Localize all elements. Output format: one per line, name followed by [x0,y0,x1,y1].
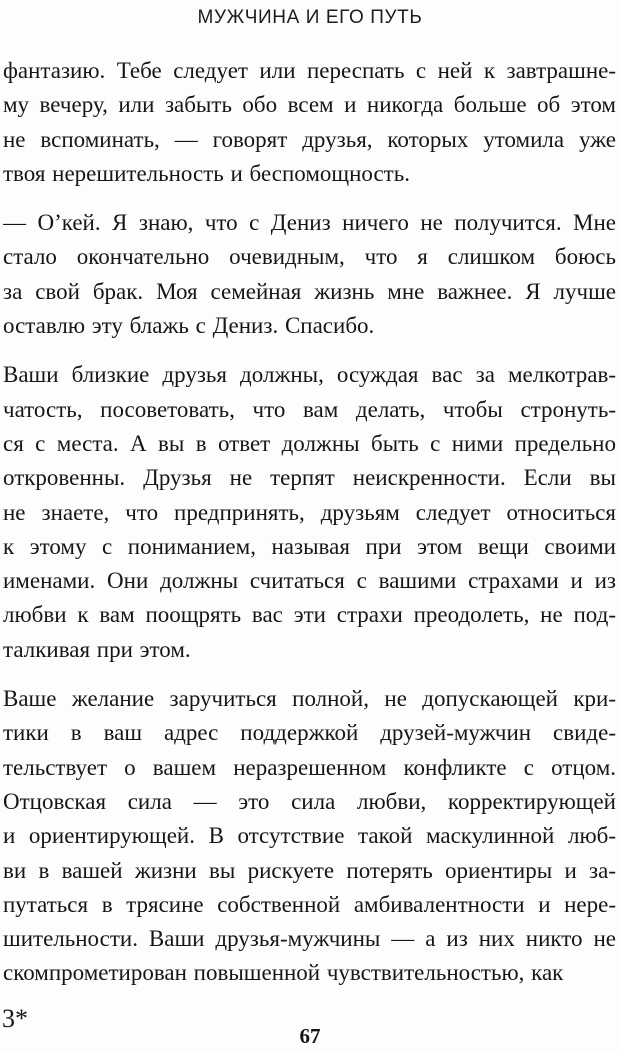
text-line: тики в ваш адрес поддержкой друзей-мужчин свиде- [3,720,616,746]
text-line: за свой брак. Моя семейная жизнь мне важнее. Я лучше [3,278,616,304]
text-line: именами. Они должны считаться с вашими страхами и из [3,568,616,594]
running-header-title: МУЖЧИНА И ЕГО ПУТЬ [197,7,423,28]
text-line: — О’кей. Я знаю, что с Дениз ничего не получится. Мне [3,210,616,236]
text-line: путаться в трясине собственной амбивалентности и нере- [3,891,616,917]
text-line: и ориентирующей. В отсутствие такой маскулинной люб- [3,823,616,849]
text-line: Ваше желание заручиться полной, не допускающей кри- [3,686,616,712]
text-line: тельствует о вашем неразрешенном конфликте с отцом. [3,754,616,780]
paragraph-3 [3,358,616,667]
text-line: твоя нерешительность и беспомощность. [3,160,410,186]
text-line: откровенны. Друзья не терпят неискренности. Если вы [3,465,616,491]
text-line: шительности. Ваши друзья-мужчины — а из них никто не [3,926,616,952]
page-number: 67 [299,1024,321,1048]
text-line: ся с места. А вы в ответ должны быть с ними предельно [3,430,616,456]
text-line: фантазию. Тебе следует или переспать с ней к завтрашне- [3,58,616,83]
text-line: не вспоминать, — говорят друзья, которых утомила уже [3,126,616,152]
text-line: Отцовская сила — это сила любви, корректирующей [3,788,616,814]
signature-mark: 3* [2,1004,28,1033]
text-line: оставлю эту блажь с Дениз. Спасибо. [3,313,375,339]
paragraph-1 [3,54,616,191]
text-line: му вечеру, или забыть обо всем и никогда больше об этом [3,92,616,118]
text-line: не знаете, что предпринять, друзьям следует относиться [3,499,616,525]
paragraph-4 [3,682,616,991]
text-line: талкивая при этом. [3,636,191,662]
text-line: стало окончательно очевидным, что я слишком боюсь [3,244,616,270]
text-line: скомпрометирован повышенной чувствительностью, как [3,960,564,986]
text-line: чатость, посоветовать, что вам делать, чтобы стронуть- [3,396,616,422]
paragraph-2 [3,206,616,343]
text-line: к этому с пониманием, называя при этом вещи своими [3,533,616,559]
text-line: ви в вашей жизни вы рискуете потерять ориентиры и за- [3,857,616,883]
text-line: Ваши близкие друзья должны, осуждая вас за мелкотрав- [3,362,616,388]
page-body [3,54,616,1006]
text-line: любви к вам поощрять вас эти страхи преодолеть, не под- [3,602,616,628]
